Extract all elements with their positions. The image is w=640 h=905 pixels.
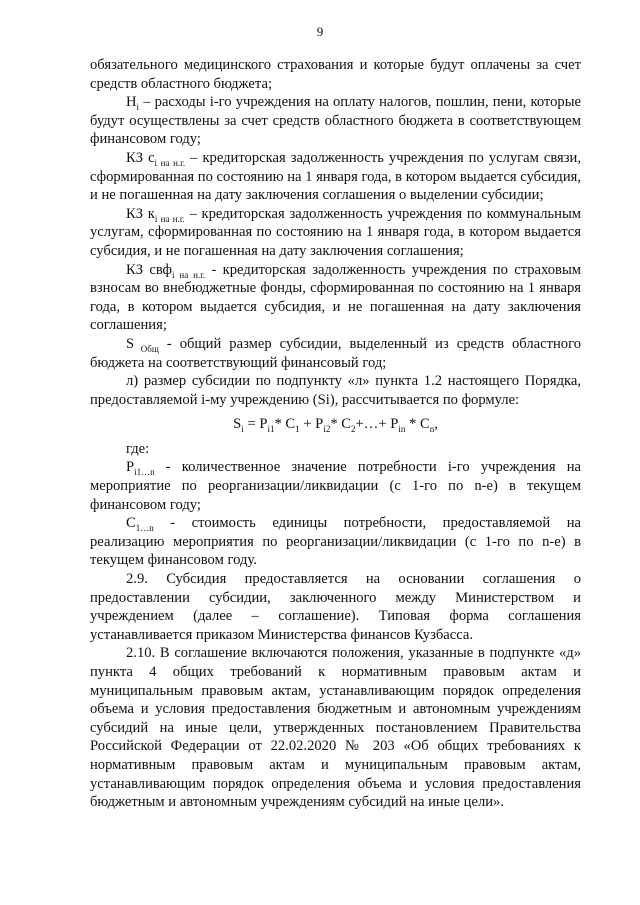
- definition-utilities-debt: [90, 205, 581, 261]
- definition-text: – кредиторская задолженность учреждения по услугам связи, сформированная по состоянию на 1 января года, в котором выдается субсидия, и не погашенная на дату заключения соглашения о выделении субсидии;: [90, 149, 581, 204]
- paragraph-continuation: обязательного медицинского страхования и которые будут оплачены за счет средств областного бюджета;: [90, 57, 581, 92]
- formula-sub: 2: [351, 424, 356, 435]
- definition-insurance-debt: [90, 261, 581, 335]
- formula-part: * C: [405, 416, 430, 433]
- definition-text: – расходы i-го учреждения на оплату налогов, пошлин, пени, которые будут осуществлены за счет средств областного бюджета в соответствующем финансовом году;: [90, 94, 581, 148]
- formula-part: ,: [434, 416, 438, 433]
- formula-part: * C: [274, 416, 296, 433]
- definition-total-subsidy: [90, 335, 581, 372]
- definition-text: - количественное значение потребности i-го учреждения на мероприятие по реорганизации/ликвидации (с 1-го по n-е) в текущем финансовом году;: [90, 459, 581, 513]
- symbol: КЗ свф: [126, 261, 172, 278]
- formula-sub: in: [398, 424, 406, 435]
- symbol: S: [126, 335, 135, 352]
- symbol: P: [126, 459, 135, 476]
- symbol-subscript: Общ: [134, 343, 159, 354]
- definition-text: - общий размер субсидии, выделенный из средств областного бюджета на соответствующий финансовый год;: [90, 335, 581, 371]
- formula-part: = P: [243, 416, 268, 433]
- formula-sub: i: [241, 424, 244, 435]
- formula: [90, 415, 581, 434]
- document-body: [90, 56, 581, 812]
- where-label: где:: [126, 440, 150, 457]
- formula-part: * C: [330, 416, 352, 433]
- symbol-subscript: i1…n: [134, 467, 155, 478]
- definition-text: - кредиторская задолженность учреждения по страховым взносам во внебюджетные фонды, сформированная по состоянию на 1 января года, в котором выдается субсидия, и не погашенная на дату заключения соглашения;: [90, 261, 581, 334]
- clause-2-10: 2.10. В соглашение включаются положения, указанные в подпункте «д» пункта 4 общих требований к нормативным правовым актам и муниципальным правовым актам, устанавливающим порядок определения объема и условия предоставления бюджетным и автономным учреждениям субсидий на иные цели, утвержденных постановлением Правительства Российской Федерации от 22.02.2020 № 203 «Об общих требованиях к нормативным правовым актам и муниципальным правовым актам, устанавливающим порядок определения объема и условия предоставления бюджетным и автономным учреждениям субсидий на иные цели».: [90, 645, 581, 811]
- definition-communication-debt: [90, 149, 581, 205]
- formula-part: + P: [299, 416, 324, 433]
- symbol-subscript: i на н.г.: [154, 157, 186, 168]
- formula-part: S: [233, 416, 242, 433]
- formula-sub: i2: [323, 424, 331, 435]
- symbol-subscript: i на н.г.: [172, 269, 206, 280]
- definition-taxes: [90, 93, 581, 149]
- definition-unit-cost: [90, 514, 581, 570]
- page-number: 9: [316, 24, 324, 39]
- definition-text: - стоимость единицы потребности, предоставляемой на реализацию мероприятия по реорганизации/ликвидации (с 1-го по n-е) в текущем финансовом году.: [90, 515, 581, 569]
- symbol-subscript: i: [136, 102, 140, 113]
- symbol-subscript: 1…n: [135, 523, 154, 534]
- formula-part: +…+ P: [355, 416, 399, 433]
- formula-sub: 1: [295, 424, 300, 435]
- clause-2-9: 2.9. Субсидия предоставляется на основании соглашения о предоставлении субсидии, заключенного между Министерством и учреждением (далее – соглашение). Типовая форма соглашения устанавливается приказом Министерства финансов Кузбасса.: [90, 571, 581, 643]
- symbol: КЗ с: [126, 149, 155, 166]
- symbol: Н: [126, 94, 137, 111]
- formula-sub: n: [429, 424, 435, 435]
- symbol: С: [126, 515, 136, 532]
- formula-sub: i1: [267, 424, 275, 435]
- definition-text: – кредиторская задолженность учреждения по коммунальным услугам, сформированная по состоянию на 1 января года, в котором выдается субсидия, и не погашенная на дату заключения соглашения;: [90, 205, 581, 259]
- definition-need-quantity: [90, 458, 581, 514]
- symbol: КЗ к: [126, 205, 155, 222]
- paragraph-l: л) размер субсидии по подпункту «л» пункта 1.2 настоящего Порядка, предоставляемой i-му учреждению (Si), рассчитывается по формуле:: [90, 373, 581, 408]
- symbol-subscript: i на н.г.: [154, 213, 185, 224]
